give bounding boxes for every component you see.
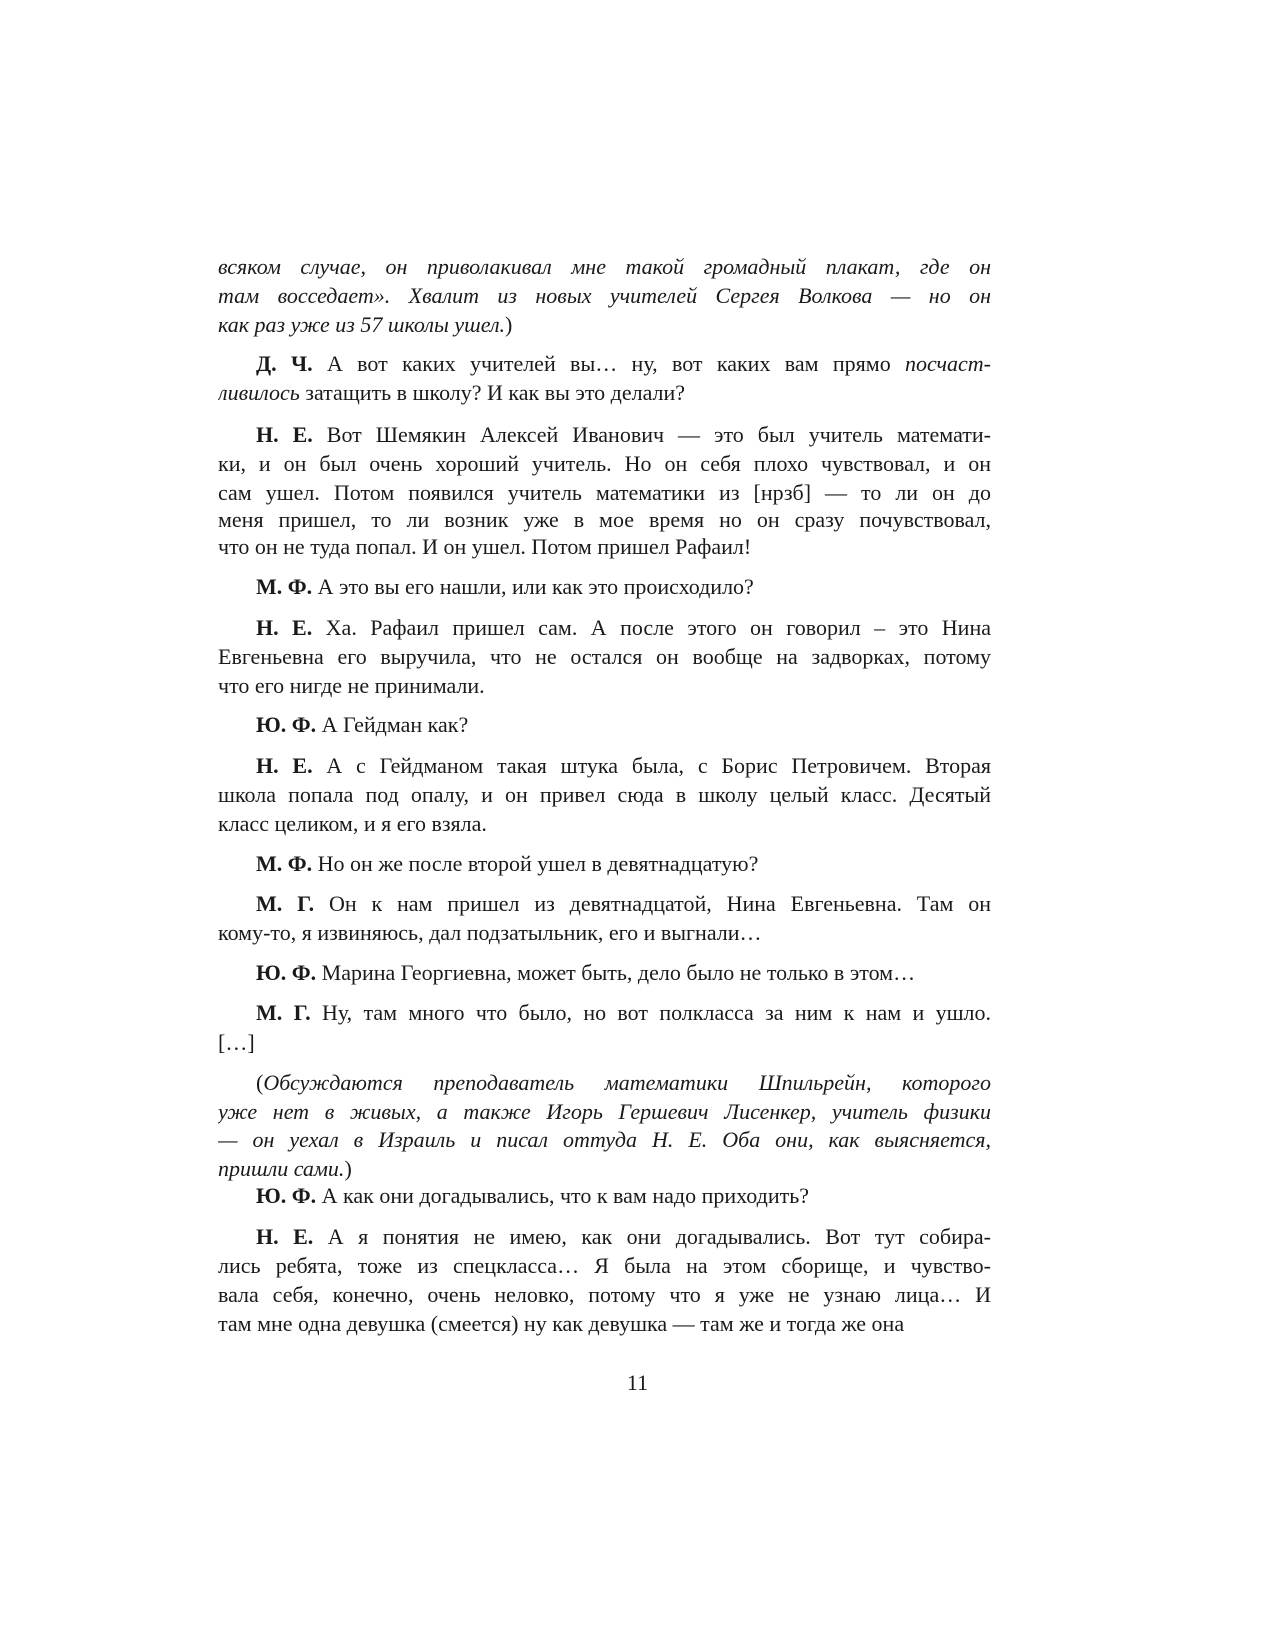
text: А это вы его нашли, или как это происходило? [317, 574, 754, 599]
text: Он к нам пришел из девятнадцатой, Нина Евгеньевна. Там он [328, 891, 991, 916]
text-line [218, 780, 991, 810]
text-line [218, 1028, 991, 1058]
text-line [218, 889, 991, 919]
italic-text: уже нет в живых, а также Игорь Гершевич Лисенкер, учитель физики [218, 1099, 991, 1124]
italic-text: как раз уже из 57 школы ушел. [218, 312, 506, 337]
text-line [218, 1125, 991, 1155]
text-line [218, 478, 991, 508]
text-line [218, 378, 991, 408]
text: А с Гейдманом такая штука была, с Борис Петровичем. Вторая [326, 753, 991, 778]
text-line [218, 642, 991, 672]
text: затащить в школу? И как вы это делали? [299, 380, 686, 405]
text: там мне одна девушка (смеется) ну как девушка — там же и тогда же она [218, 1311, 905, 1336]
text-line [218, 1222, 991, 1252]
speaker-label: Н. Е. [256, 1224, 328, 1249]
text-line [218, 809, 991, 839]
text: что он не туда попал. И он ушел. Потом пришел Рафаил! [218, 534, 752, 559]
text-line [218, 1068, 991, 1098]
italic-text: там восседает». Хвалит из новых учителей Сергея Волкова — но он [218, 283, 991, 308]
text: Ну, там много что было, но вот полкласса за ним к нам и ушло. [321, 1000, 991, 1025]
text: ки, и он был очень хороший учитель. Но он себя плохо чувствовал, и он [218, 451, 991, 476]
speaker-label: Ю. Ф. [256, 712, 322, 737]
text: А я понятия не имею, как они догадывались. Вот тут собира- [327, 1224, 991, 1249]
text-line [218, 710, 991, 740]
text: Но он же после второй ушел в девятнадцатую? [317, 851, 759, 876]
text-line [218, 613, 991, 643]
italic-text: пришли сами. [218, 1156, 345, 1181]
speaker-label: Ю. Ф. [256, 1183, 322, 1208]
text-line [218, 449, 991, 479]
speaker-label: Н. Е. [256, 422, 327, 447]
speaker-label: М. Г. [256, 1000, 322, 1025]
page-number: 11 [626, 1370, 649, 1395]
italic-text: Обсуждаются преподаватель математики Шпильрейн, которого [263, 1070, 991, 1095]
text-line [218, 1251, 991, 1281]
text-line [218, 1097, 991, 1127]
text: сам ушел. Потом появился учитель математики из [нрзб] — то ли он до [218, 480, 991, 505]
text: меня пришел, то ли возник уже в мое время но он сразу почувствовал, [218, 507, 991, 532]
italic-text: ливилось [218, 380, 300, 405]
text-line [218, 281, 991, 311]
text: А как они догадывались, что к вам надо приходить? [321, 1183, 810, 1208]
text: А вот каких учителей вы… ну, вот каких вам прямо [326, 351, 906, 376]
text: что его нигде не принимали. [218, 673, 485, 698]
text: класс целиком, и я его взяла. [218, 811, 487, 836]
italic-text: — он уехал в Израиль и писал оттуда Н. Е. Оба они, как выясняется, [218, 1127, 991, 1152]
text-line [218, 252, 991, 282]
text: Евгеньевна его выручила, что не остался он вообще на задворках, потому [218, 644, 991, 669]
speaker-label: М. Ф. [256, 851, 318, 876]
text-line [218, 1309, 991, 1339]
speaker-label: Н. Е. [256, 615, 326, 640]
speaker-label: Ю. Ф. [256, 960, 322, 985]
text-line [218, 998, 991, 1028]
text-line [218, 420, 991, 450]
text: Вот Шемякин Алексей Иванович — это был учитель математи- [326, 422, 991, 447]
speaker-label: Н. Е. [256, 753, 327, 778]
italic-text: посчаст- [905, 351, 991, 376]
text: Марина Георгиевна, может быть, дело было не только в этом… [321, 960, 916, 985]
text: вала себя, конечно, очень неловко, потому что я уже не узнаю лица… И [218, 1282, 991, 1307]
speaker-label: М. Ф. [256, 574, 318, 599]
text: школа попала под опалу, и он привел сюда в школу целый класс. Десятый [218, 782, 991, 807]
text-line [218, 1280, 991, 1310]
italic-text: всяком случае, он приволакивал мне такой громадный плакат, где он [218, 254, 991, 279]
text-line [218, 671, 991, 701]
text-line [218, 1154, 991, 1184]
text: лись ребята, тоже из спецкласса… Я была на этом сборище, и чувство- [218, 1253, 991, 1278]
text: […] [218, 1030, 255, 1055]
text-line [218, 310, 991, 340]
text: ) [505, 312, 513, 337]
text: А Гейдман как? [321, 712, 469, 737]
text: ) [344, 1156, 352, 1181]
text: Ха. Рафаил пришел сам. А после этого он говорил – это Нина [325, 615, 991, 640]
text-line [218, 572, 991, 602]
text: ( [256, 1070, 264, 1095]
speaker-label: М. Г. [256, 891, 329, 916]
text-line [218, 532, 991, 562]
text-line [218, 1181, 991, 1211]
text-line [218, 918, 991, 948]
speaker-label: Д. Ч. [256, 351, 327, 376]
text-line [218, 849, 991, 879]
text-line [218, 349, 991, 379]
text-line [218, 505, 991, 535]
text: кому-то, я извиняюсь, дал подзатыльник, его и выгнали… [218, 920, 762, 945]
text-line [218, 958, 991, 988]
text-line [218, 751, 991, 781]
